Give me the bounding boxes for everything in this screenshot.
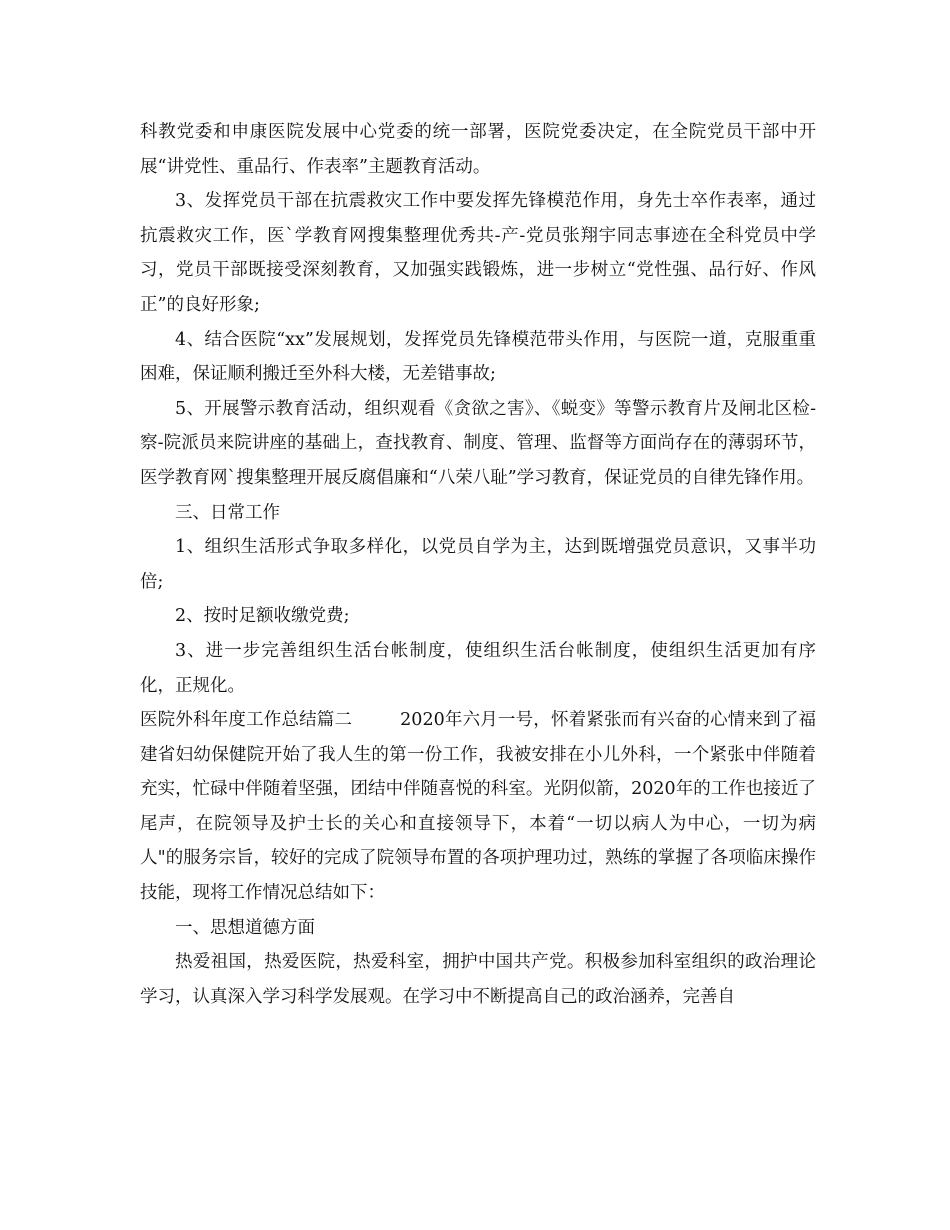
paragraph-11: 热爱祖国，热爱医院，热爱科室，拥护中国共产党。积极参加科室组织的政治理论学习，认真深入学习科学发展观。在学习中不断提高自己的政治涵养，完善自 xyxy=(140,952,816,1007)
section-heading-ethics: 一、思想道德方面 xyxy=(175,917,315,938)
document-body xyxy=(140,115,816,1014)
paragraph-3: 4、结合医院“xx”发展规划，发挥党员先锋模范带头作用，与医院一道，克服重重困难，保证顺利搬迁至外科大楼，无差错事故; xyxy=(140,329,816,385)
paragraph-6: 1、组织生活形式争取多样化，以党员自学为主，达到既增强党员意识，又事半功倍; xyxy=(140,537,816,592)
section-two-heading: 医院外科年度工作总结篇二 xyxy=(140,710,353,731)
paragraph-1: 科教党委和申康医院发展中心党委的统一部署，医院党委决定，在全院党员干部中开展“讲党性、重品行、作表率”主题教育活动。 xyxy=(140,122,816,177)
section-heading-daily-work: 三、日常工作 xyxy=(175,502,280,523)
section-two-text: 2020年六月一号，怀着紧张而有兴奋的心情来到了福建省妇幼保健院开始了我人生的第一份工作，我被安排在小儿外科，一个紧张中伴随着充实，忙碌中伴随着坚强，团结中伴随喜悦的科室。光阴似箭，2020年的工作也接近了尾声，在院领导及护士长的关心和直接领导下，本着“一切以病人为中心，一切为病人"的服务宗旨，较好的完成了院领导布置的各项护理功过，熟练的掌握了各项临床操作技能，现将工作情况总结如下： xyxy=(140,710,816,904)
paragraph-8: 3、进一步完善组织生活台帐制度，使组织生活台帐制度，使组织生活更加有序化，正规化。 xyxy=(140,640,816,696)
paragraph-2: 3、发挥党员干部在抗震救灾工作中要发挥先锋模范作用，身先士卒作表率，通过抗震救灾工作，医`学教育网搜集整理优秀共-产-党员张翔宇同志事迹在全科党员中学习，党员干部既接受深刻教育，又加强实践锻炼，进一步树立“党性强、品行好、作风正”的良好形象; xyxy=(140,191,816,315)
paragraph-4: 5、开展警示教育活动，组织观看《贪欲之害》、《蜕变》等警示教育片及闸北区检-察-院派员来院讲座的基础上，查找教育、制度、管理、监督等方面尚存在的薄弱环节，医学教育网`搜集整理开展反腐倡廉和“八荣八耻”学习教育，保证党员的自律先锋作用。 xyxy=(140,398,816,488)
paragraph-section-two xyxy=(140,703,816,911)
paragraph-7: 2、按时足额收缴党费; xyxy=(175,606,350,627)
